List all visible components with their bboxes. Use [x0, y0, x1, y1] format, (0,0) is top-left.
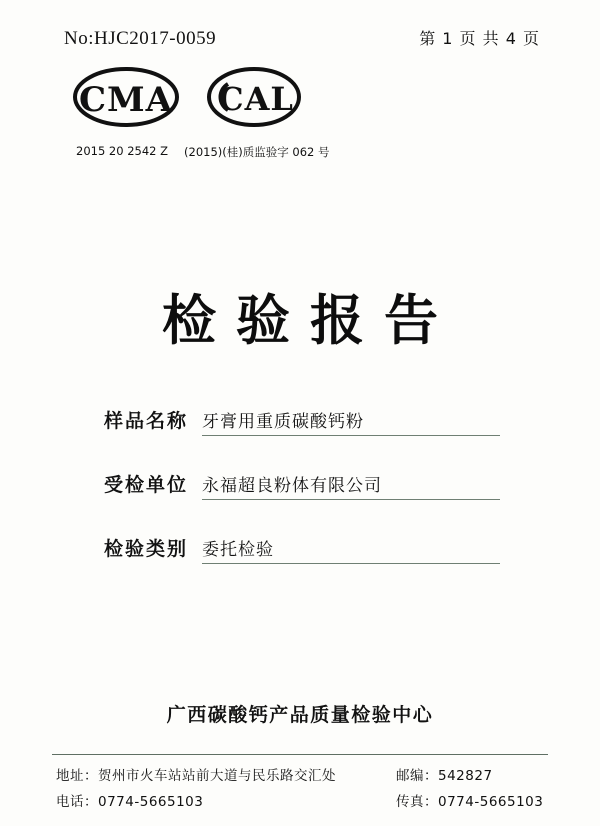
phone-label: 电话： [56, 794, 98, 810]
field-row-inspected-unit [104, 470, 500, 500]
certification-codes [76, 144, 330, 160]
footer-line-address [56, 764, 548, 784]
certification-marks [72, 66, 302, 128]
field-list [104, 406, 500, 598]
page-count: 第 1 页 共 4 页 [419, 29, 540, 48]
address-label: 地址： [56, 768, 98, 784]
fax-value: 0774-5665103 [438, 794, 544, 810]
fax-label: 传真： [396, 794, 438, 810]
field-row-inspection-type [104, 534, 500, 564]
issuing-organization: 广西碳酸钙产品质量检验中心 [166, 704, 434, 726]
fax-block [396, 790, 543, 810]
document-footer [56, 764, 548, 816]
field-label: 样品名称 [104, 410, 189, 432]
footer-line-phone [56, 790, 548, 810]
page-title: 检验报告 [162, 288, 458, 352]
phone-block [56, 790, 396, 810]
cal-mark-icon [206, 66, 302, 128]
field-value: 永福超良粉体有限公司 [202, 476, 383, 496]
field-value: 牙膏用重质碳酸钙粉 [202, 412, 365, 432]
field-value: 委托检验 [202, 540, 275, 560]
postcode-block [396, 764, 493, 784]
field-underline [202, 407, 500, 436]
svg-text:CMA: CMA [78, 80, 174, 120]
field-label: 检验类别 [104, 538, 189, 560]
postcode-label: 邮编： [396, 768, 438, 784]
field-underline [202, 535, 500, 564]
svg-text:CAL: CAL [218, 80, 294, 118]
phone-value: 0774-5665103 [98, 794, 204, 810]
address-value: 贺州市火车站站前大道与民乐路交汇处 [98, 768, 336, 784]
address-block [56, 764, 396, 784]
cma-code: 2015 20 2542 Z [76, 144, 169, 158]
report-number: No:HJC2017-0059 [64, 28, 217, 49]
field-label: 受检单位 [104, 474, 189, 496]
document-header [64, 26, 540, 50]
field-underline [202, 471, 500, 500]
field-row-sample-name [104, 406, 500, 436]
cal-code: (2015)(桂)质监验字 062 号 [184, 145, 330, 159]
footer-divider [52, 754, 548, 755]
cma-mark-icon [72, 66, 180, 128]
postcode-value: 542827 [438, 768, 493, 784]
